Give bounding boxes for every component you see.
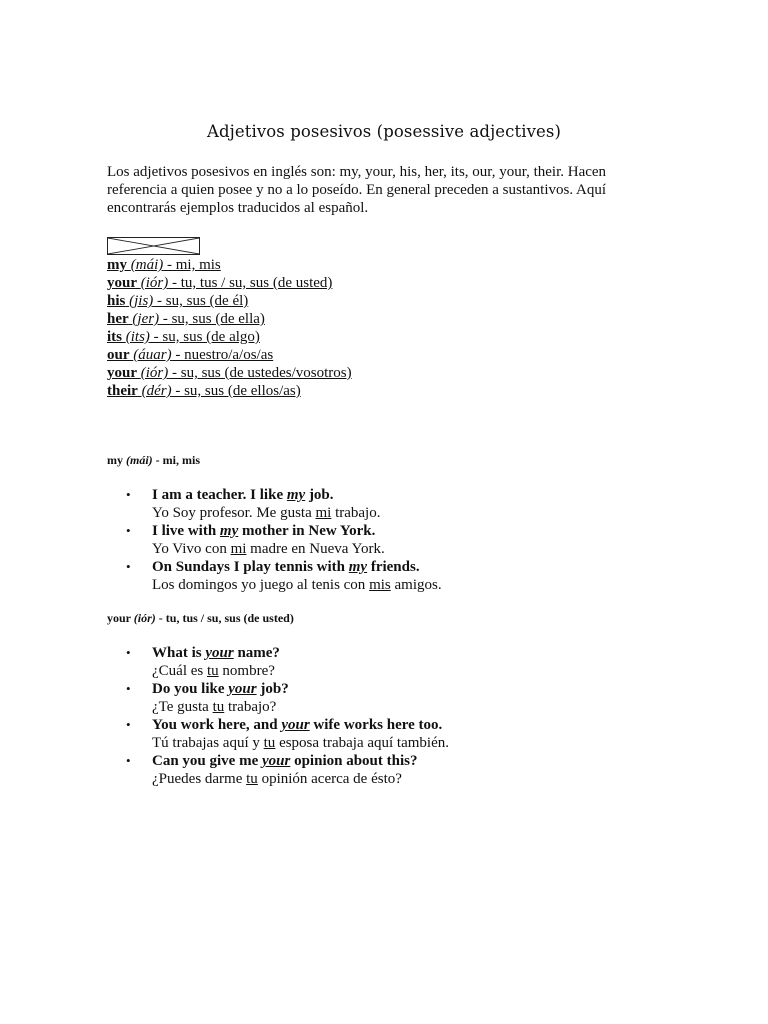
translation-text: amigos. (390, 577, 442, 593)
pronoun-word: your (107, 365, 137, 381)
example-spanish (152, 540, 442, 558)
example-text: I live with (152, 523, 220, 539)
example-item (126, 486, 442, 522)
example-english (152, 716, 449, 734)
examples-list-your (126, 644, 449, 788)
pronoun-meaning: - su, sus (de ella) (159, 311, 265, 327)
translation-text: esposa trabaja aquí también. (275, 735, 449, 751)
example-english (152, 522, 442, 540)
translation-text: trabajo? (224, 699, 277, 715)
example-text: Do you like (152, 681, 229, 697)
pronoun-item-her (107, 310, 352, 328)
example-keyword: your (281, 717, 310, 733)
pronoun-word: my (107, 257, 127, 273)
section-heading-pronunciation: (iór) (133, 611, 156, 625)
example-spanish (152, 662, 449, 680)
translation-text: Yo Soy profesor. Me gusta (152, 505, 316, 521)
example-text: You work here, and (152, 717, 282, 733)
bullet-icon: • (126, 559, 131, 574)
example-text: Can you give me (152, 753, 262, 769)
pronoun-item-our (107, 346, 352, 364)
example-item (126, 716, 449, 752)
example-keyword: my (286, 487, 306, 503)
pronoun-word: your (107, 275, 137, 291)
pronoun-pronunciation: (its) (125, 329, 150, 345)
example-text: wife works here too. (309, 717, 443, 733)
example-spanish (152, 576, 442, 594)
translation-keyword: tu (246, 771, 258, 787)
intro-paragraph: Los adjetivos posesivos en inglés son: my, your, his, her, its, our, your, their. Hacen referencia a quien posee y no a lo poseído. En general preceden a sustantivos. Aquí encontrarás ejemplos traducidos al español. (107, 164, 607, 216)
example-text: I am a teacher. I like (152, 487, 287, 503)
example-keyword: my (348, 559, 368, 575)
translation-keyword: tu (206, 663, 219, 679)
translation-text: Yo Vivo con (152, 541, 231, 557)
translation-text: Los domingos yo juego al tenis con (152, 577, 370, 593)
example-item (126, 522, 442, 558)
translation-text: ¿Puedes darme (152, 771, 247, 787)
example-keyword: my (219, 523, 239, 539)
pronoun-item-your-plural (107, 364, 352, 382)
pronoun-meaning: - su, sus (de ellos/as) (171, 383, 301, 399)
translation-text: madre en Nueva York. (246, 541, 385, 557)
pronoun-pronunciation: (jer) (132, 311, 160, 327)
examples-list-my (126, 486, 442, 594)
pronoun-pronunciation: (mái) (130, 257, 164, 273)
example-text: name? (233, 645, 280, 661)
bullet-icon: • (126, 523, 131, 538)
translation-text: opinión acerca de ésto? (257, 771, 402, 787)
section-heading-word: your (107, 611, 131, 625)
pronoun-item-its (107, 328, 352, 346)
bullet-icon: • (126, 753, 131, 768)
bullet-icon: • (126, 681, 131, 696)
translation-keyword: mi (315, 505, 332, 521)
example-english (152, 752, 449, 770)
example-text: job. (305, 487, 334, 503)
example-text: opinion about this? (290, 753, 418, 769)
section-heading-meaning: - mi, mis (152, 453, 200, 467)
pronoun-word: our (107, 347, 130, 363)
pronoun-item-his (107, 292, 352, 310)
page-title: Adjetivos posesivos (posessive adjectives) (206, 122, 561, 141)
example-spanish (152, 698, 449, 716)
pronoun-meaning: - su, sus (de ustedes/vosotros) (168, 365, 352, 381)
pronoun-pronunciation: (iór) (140, 365, 169, 381)
example-item (126, 680, 449, 716)
example-english (152, 644, 449, 662)
pronoun-word: her (107, 311, 129, 327)
example-spanish (152, 734, 449, 752)
pronoun-meaning: - mi, mis (163, 257, 221, 273)
translation-keyword: tu (212, 699, 225, 715)
example-english (152, 680, 449, 698)
example-spanish (152, 504, 442, 522)
pronoun-meaning: - nuestro/a/os/as (171, 347, 274, 363)
example-spanish (152, 770, 449, 788)
broken-image-placeholder (107, 237, 200, 255)
example-text: friends. (367, 559, 420, 575)
pronoun-meaning: - su, sus (de algo) (149, 329, 260, 345)
example-text: job? (256, 681, 289, 697)
bullet-icon: • (126, 645, 131, 660)
pronoun-meaning: - su, sus (de él) (153, 293, 249, 309)
pronoun-item-my (107, 256, 352, 274)
translation-text: Tú trabajas aquí y (152, 735, 264, 751)
example-keyword: your (228, 681, 257, 697)
pronoun-word: its (107, 329, 122, 345)
translation-text: ¿Cuál es (152, 663, 207, 679)
pronoun-list (107, 256, 352, 400)
translation-text: ¿Te gusta (152, 699, 213, 715)
section-heading-meaning: - tu, tus / su, sus (de usted) (155, 611, 294, 625)
example-text: On Sundays I play tennis with (152, 559, 349, 575)
pronoun-pronunciation: (iór) (140, 275, 169, 291)
translation-keyword: mi (230, 541, 247, 557)
pronoun-item-their (107, 382, 352, 400)
section-heading-my (107, 453, 200, 468)
translation-keyword: tu (263, 735, 276, 751)
pronoun-item-your (107, 274, 352, 292)
pronoun-pronunciation: (jis) (129, 293, 154, 309)
image-placeholder-icon (108, 238, 199, 254)
translation-keyword: mis (369, 577, 391, 593)
bullet-icon: • (126, 487, 131, 502)
pronoun-word: their (107, 383, 138, 399)
example-item (126, 752, 449, 788)
section-heading-pronunciation: (mái) (126, 453, 153, 467)
example-keyword: your (262, 753, 291, 769)
translation-text: trabajo. (331, 505, 381, 521)
example-keyword: your (205, 645, 234, 661)
example-text: What is (152, 645, 206, 661)
example-english (152, 558, 442, 576)
pronoun-pronunciation: (dér) (141, 383, 172, 399)
pronoun-meaning: - tu, tus / su, sus (de usted) (168, 275, 333, 291)
example-text: mother in New York. (238, 523, 376, 539)
example-item (126, 644, 449, 680)
translation-text: nombre? (218, 663, 275, 679)
pronoun-word: his (107, 293, 126, 309)
example-item (126, 558, 442, 594)
section-heading-your (107, 611, 294, 626)
pronoun-pronunciation: (áuar) (133, 347, 172, 363)
bullet-icon: • (126, 717, 131, 732)
section-heading-word: my (107, 453, 123, 467)
example-english (152, 486, 442, 504)
